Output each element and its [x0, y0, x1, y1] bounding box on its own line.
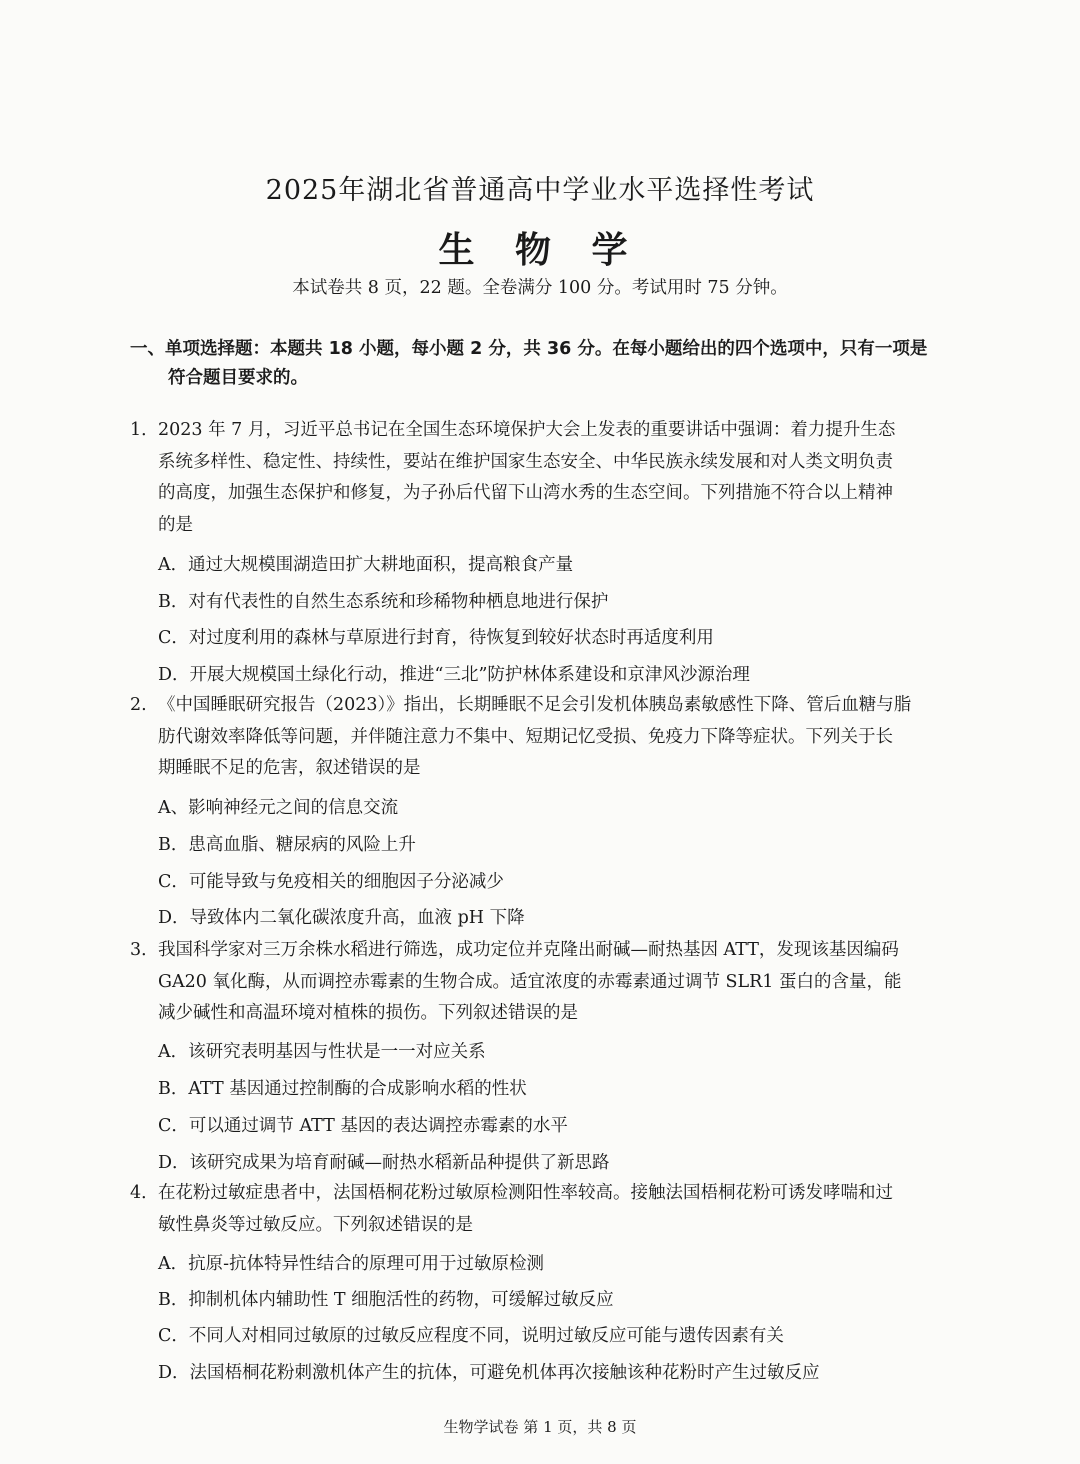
question-1-option-d: D．开展大规模国土绿化行动，推进“三北”防护林体系建设和京津风沙源治理 — [158, 665, 750, 685]
question-line: 2. 《中国睡眠研究报告（2023）》指出，长期睡眠不足会引发机体胰岛素敏感性下降、管后血糖与脂 — [130, 690, 952, 722]
question-line: 3．我国科学家对三万余株水稻进行筛选，成功定位并克隆出耐碱—耐热基因 ATT，发现该基因编码 — [130, 935, 952, 967]
question-1-stem — [130, 415, 952, 541]
section-heading-line: 符合题目要求的。 — [168, 368, 308, 388]
question-line: 减少碱性和高温环境对植株的损伤。下列叙述错误的是 — [158, 1003, 578, 1023]
section-heading — [130, 335, 955, 393]
question-2-option-d: D．导致体内二氧化碳浓度升高，血液 pH 下降 — [158, 908, 525, 928]
question-3-option-b: B．ATT 基因通过控制酶的合成影响水稻的性状 — [158, 1079, 527, 1099]
question-number: 3． — [130, 940, 159, 960]
question-3-stem — [130, 935, 952, 1030]
question-2-option-b: B．患高血脂、糖尿病的风险上升 — [158, 835, 416, 855]
question-1-option-a: A．通过大规模围湖造田扩大耕地面积，提高粮食产量 — [158, 555, 574, 575]
subject-title: 生 物 学 — [438, 230, 642, 271]
question-2-stem — [130, 690, 952, 785]
exam-title: 2025年湖北省普通高中学业水平选择性考试 — [265, 175, 815, 206]
question-3-option-a: A．该研究表明基因与性状是一一对应关系 — [158, 1042, 486, 1062]
question-number: 2. — [130, 695, 147, 715]
question-line: 4．在花粉过敏症患者中，法国梧桐花粉过敏原检测阳性率较高。接触法国梧桐花粉可诱发哮喘和过 — [130, 1178, 952, 1210]
question-line: 1．2023 年 7 月，习近平总书记在全国生态环境保护大会上发表的重要讲话中强调：着力提升生态 — [130, 415, 952, 447]
question-4-option-d: D．法国梧桐花粉刺激机体产生的抗体，可避免机体再次接触该种花粉时产生过敏反应 — [158, 1363, 820, 1383]
question-number: 4． — [130, 1183, 159, 1203]
question-line: 系统多样性、稳定性、持续性，要站在维护国家生态安全、中华民族永续发展和对人类文明负责 — [158, 451, 893, 472]
question-3-option-c: C．可以通过调节 ATT 基因的表达调控赤霉素的水平 — [158, 1116, 568, 1136]
question-4-stem — [130, 1178, 952, 1241]
question-line: 的高度，加强生态保护和修复，为子孙后代留下山湾水秀的生态空间。下列措施不符合以上精神 — [158, 483, 893, 503]
question-line: GA20 氧化酶，从而调控赤霉素的生物合成。适宜浓度的赤霉素通过调节 SLR1 蛋白的含量，能 — [158, 971, 902, 992]
question-number: 1． — [130, 420, 159, 440]
question-line: 期睡眠不足的危害，叙述错误的是 — [158, 758, 421, 778]
question-2-option-a: A、影响神经元之间的信息交流 — [158, 798, 399, 818]
question-4-option-b: B．抑制机体内辅助性 T 细胞活性的药物，可缓解过敏反应 — [158, 1290, 614, 1310]
question-3-option-d: D．该研究成果为培育耐碱—耐热水稻新品种提供了新思路 — [158, 1153, 610, 1173]
question-2-option-c: C．可能导致与免疫相关的细胞因子分泌减少 — [158, 872, 504, 892]
question-line: 肪代谢效率降低等问题，并伴随注意力不集中、短期记忆受损、免疫力下降等症状。下列关于长 — [158, 726, 893, 747]
question-line: 敏性鼻炎等过敏反应。下列叙述错误的是 — [158, 1214, 473, 1235]
question-4-option-a: A．抗原-抗体特异性结合的原理可用于过敏原检测 — [158, 1254, 545, 1274]
exam-info: 本试卷共 8 页，22 题。全卷满分 100 分。考试用时 75 分钟。 — [292, 278, 788, 298]
section-heading-line: 一、单项选择题：本题共 18 小题，每小题 2 分，共 36 分。在每小题给出的四个选项中，只有一项是 — [130, 339, 928, 359]
page-footer: 生物学试卷 第 1 页，共 8 页 — [443, 1418, 637, 1436]
question-1-option-c: C．对过度利用的森林与草原进行封育，待恢复到较好状态时再适度利用 — [158, 628, 714, 648]
question-line: 的是 — [158, 514, 193, 535]
question-4-option-c: C．不同人对相同过敏原的过敏反应程度不同，说明过敏反应可能与遗传因素有关 — [158, 1326, 784, 1346]
question-1-option-b: B．对有代表性的自然生态系统和珍稀物种栖息地进行保护 — [158, 592, 609, 612]
